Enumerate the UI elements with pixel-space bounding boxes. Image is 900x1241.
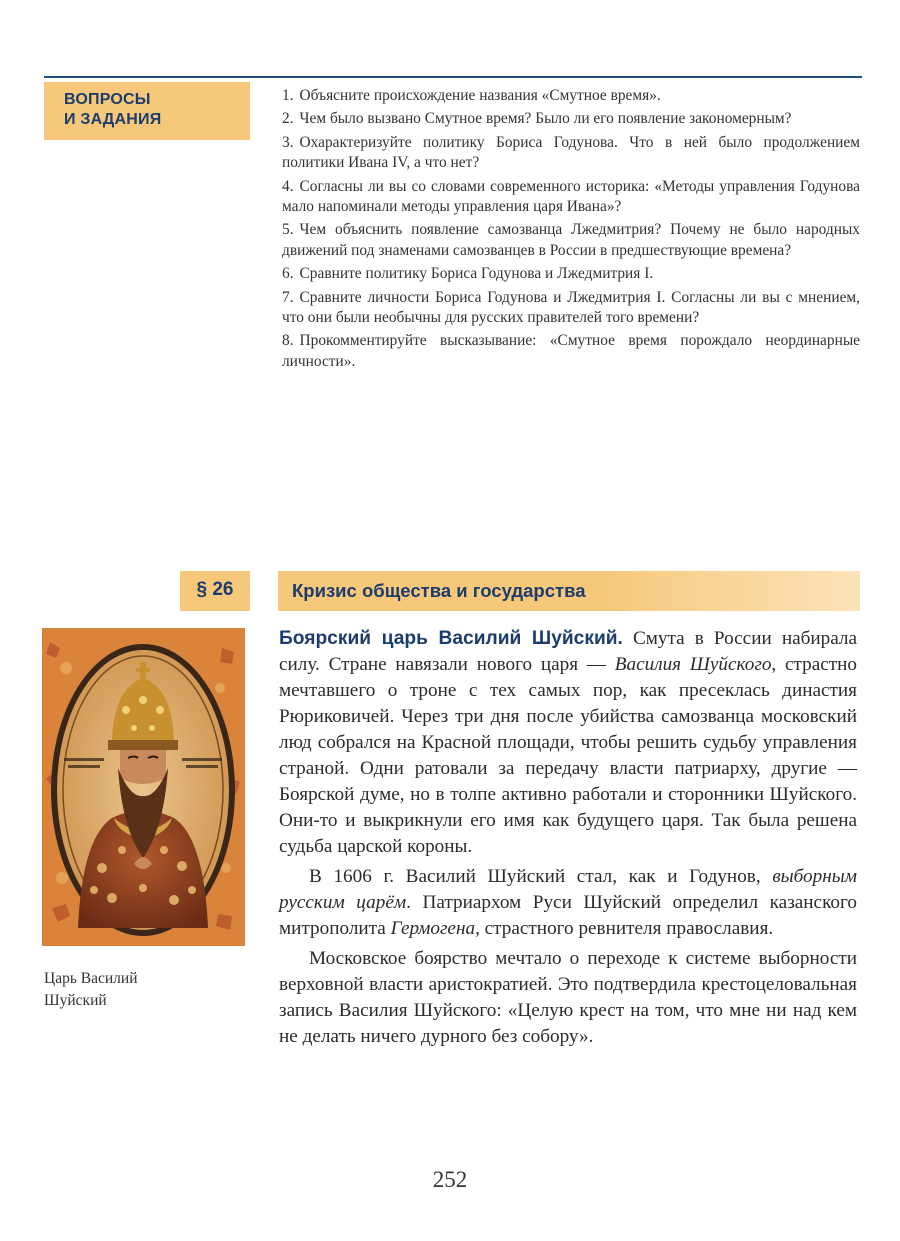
portrait-caption <box>44 968 244 1012</box>
question-number: 4. <box>282 177 294 195</box>
question-text: Согласны ли вы со словами современного историка: «Методы управления Годунова мало напоминали методы управления царя Ивана»? <box>282 177 860 216</box>
paragraph-1 <box>279 626 857 860</box>
question-item <box>282 288 860 329</box>
questions-label <box>44 82 250 140</box>
section-title: Кризис общества и государства <box>278 571 860 611</box>
question-text: Чем объяснить появление самозванца Лжедмитрия? Почему не было народных движений под знаменами самозванцев в России в предшествующие времена? <box>282 221 860 259</box>
page-number: 252 <box>432 1167 468 1192</box>
question-item <box>282 86 860 106</box>
portrait-image <box>42 628 245 946</box>
top-rule <box>44 76 862 78</box>
section-number: § 26 <box>180 571 250 611</box>
question-text: Прокомментируйте высказывание: «Смутное время порождало неординарные личности». <box>282 332 860 370</box>
paragraph-2 <box>279 864 857 942</box>
question-text: Сравните личности Бориса Годунова и Лжедмитрия I. Согласны ли вы с мнением, что они были необычны для русских правителей того времени? <box>282 288 860 327</box>
paragraph-text: В 1606 г. Василий Шуйский стал, как и Годунов, <box>309 866 773 887</box>
question-number: 2. <box>282 110 294 128</box>
question-item <box>282 220 860 261</box>
emphasis-name: Гермогена <box>390 918 476 939</box>
question-item <box>282 331 860 372</box>
question-item <box>282 264 860 284</box>
question-text: Сравните политику Бориса Годунова и Лжедмитрия I. <box>299 265 654 283</box>
questions-label-line2: И ЗАДАНИЯ <box>64 111 162 128</box>
questions-label-line1: ВОПРОСЫ <box>64 91 151 108</box>
paragraph-text: . Патриархом Руси Шуйский определил казанского митрополита <box>279 892 857 939</box>
question-text: Охарактеризуйте политику Бориса Годунова. Что в ней было продолжением политики Ивана IV, а что нет? <box>282 133 860 172</box>
caption-line2: Шуйский <box>44 992 107 1009</box>
question-item <box>282 133 860 174</box>
paragraph-text: , страстного ревнителя православия. <box>475 918 774 939</box>
paragraph-lead: Боярский царь Василий Шуйский. <box>279 628 623 649</box>
emphasis-term: выборным русским царём <box>279 866 857 913</box>
caption-line1: Царь Василий <box>44 970 138 987</box>
section-body <box>279 626 857 1050</box>
question-number: 7. <box>282 288 294 306</box>
emphasis-name: Василия Шуйского <box>614 654 772 675</box>
question-number: 8. <box>282 332 294 350</box>
question-item <box>282 177 860 218</box>
questions-list <box>282 86 860 375</box>
question-item <box>282 109 860 129</box>
paragraph-text: , страстно мечтавшего о троне с тех самых пор, как пресеклась династия Рюриковичей. Через три дня после убийства самозванца московский люд собрался на Красной площади, чтобы решить судьбу управления страной. Одни ратовали за передачу власти патриарху, другие — Боярской думе, но в толпе активно работали и сторонники Шуйского. Они-то и выкрикнули его имя как будущего царя. Так была решена судьба царской короны. <box>279 654 857 857</box>
paragraph-text: Смута в России набирала силу. Стране навязали нового царя — <box>279 628 858 675</box>
question-text: Чем было вызвано Смутное время? Было ли его появление закономерным? <box>299 110 792 128</box>
paragraph-3: Московское боярство мечтало о переходе к системе выборности верховной власти аристократией. Это подтвердила крестоцеловальная запись Василия Шуйского: «Целую крест на том, что мне ни над кем не делать ничего дурного без собору». <box>279 948 857 1047</box>
question-number: 1. <box>282 87 294 104</box>
question-number: 3. <box>282 133 294 151</box>
question-number: 5. <box>282 221 294 239</box>
question-number: 6. <box>282 265 294 283</box>
question-text: Объясните происхождение названия «Смутное время». <box>299 87 661 104</box>
